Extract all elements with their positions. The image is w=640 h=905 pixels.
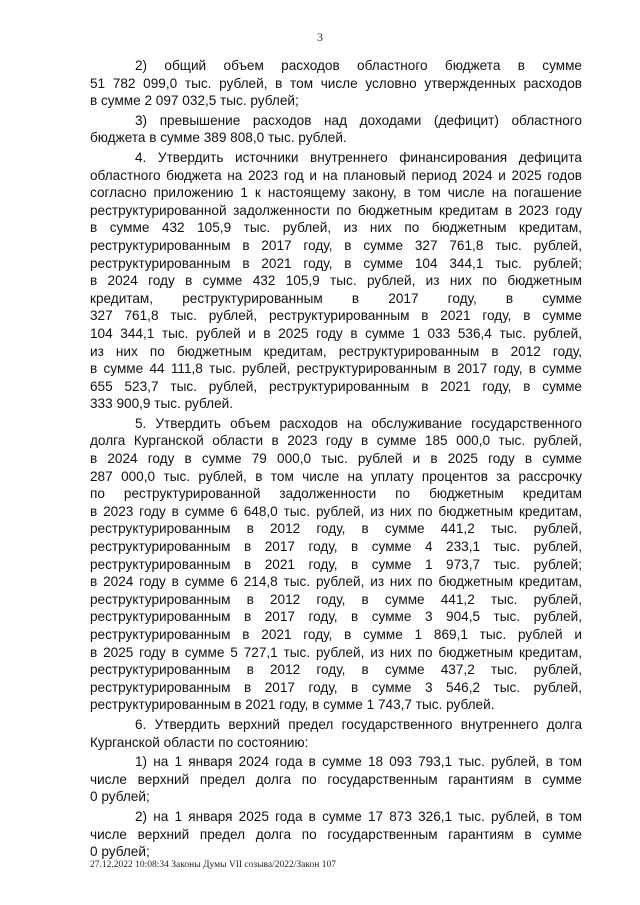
text-line: 1) на 1 января 2024 года в сумме 18 093 793,1 тыс. рублей, в том (135, 754, 582, 770)
text-line: 333 900,9 тыс. рублей. (90, 396, 233, 412)
text-line: кредитам, реструктурированным в 2017 году, в сумме (90, 290, 582, 306)
text-line: 2) общий объем расходов областного бюджета в сумме (135, 58, 582, 73)
page-number: 3 (317, 30, 323, 44)
text-line: 327 761,8 тыс. рублей, реструктурированным в 2021 году, в сумме (90, 308, 582, 324)
text-line: бюджета в сумме 389 808,0 тыс. рублей. (90, 130, 347, 146)
text-line: в 2024 году в сумме 79 000,0 тыс. рублей и в 2025 году в сумме (90, 451, 582, 467)
text-line: 287 000,0 тыс. рублей, в том числе на уплату процентов за рассрочку (90, 468, 582, 484)
text-line: 3) превышение расходов над доходами (дефицит) областного (135, 112, 582, 128)
text-line: реструктурированным в 2021 году, в сумме 1 869,1 тыс. рублей и (90, 627, 582, 642)
text-line: 104 344,1 тыс. рублей и в 2025 году в сумме 1 033 536,4 тыс. рублей, (90, 325, 582, 341)
text-line: числе верхний предел долга по государственным гарантиям в сумме (90, 771, 582, 787)
text-line: 6. Утвердить верхний предел государственного внутреннего долга (135, 716, 582, 732)
para-item-6-1 (90, 753, 582, 806)
para-total-expenses (90, 57, 582, 110)
para-deficit (90, 112, 582, 147)
text-line: реструктурированным в 2012 году, в сумме 441,2 тыс. рублей, (90, 521, 582, 537)
text-line: реструктурированным в 2021 году, в сумме 104 344,1 тыс. рублей; (90, 255, 582, 271)
text-line: долга Курганской области в 2023 году в сумме 185 000,0 тыс. рублей, (90, 433, 582, 449)
text-line: 4. Утвердить источники внутреннего финансирования дефицита (135, 149, 582, 165)
text-line: реструктурированным в 2021 году, в сумме 1 743,7 тыс. рублей. (90, 697, 495, 713)
text-line: в 2025 году в сумме 5 727,1 тыс. рублей, из них по бюджетным кредитам, (90, 644, 582, 660)
document-footer: 27.12.2022 10:08:34 Законы Думы VII созыва/2022/Закон 107 (90, 860, 336, 870)
text-line: числе верхний предел долга по государственным гарантиям в сумме (90, 826, 582, 842)
text-line: 2) на 1 января 2025 года в сумме 17 873 326,1 тыс. рублей, в том (135, 808, 582, 824)
text-line: реструктурированным в 2017 году, в сумме 3 546,2 тыс. рублей, (90, 679, 582, 695)
text-line: в 2024 году в сумме 6 214,8 тыс. рублей, из них по бюджетным кредитам, (90, 574, 582, 590)
text-line: 655 523,7 тыс. рублей, реструктурированным в 2021 году, в сумме (90, 378, 582, 394)
text-line: реструктурированным в 2017 году, в сумме 3 904,5 тыс. рублей, (90, 609, 582, 625)
text-line: реструктурированным в 2012 году, в сумме 437,2 тыс. рублей, (90, 662, 582, 678)
para-item-6 (90, 716, 582, 751)
text-line: в 2023 году в сумме 6 648,0 тыс. рублей, из них по бюджетным кредитам, (90, 503, 582, 519)
text-line: в 2024 году в сумме 432 105,9 тыс. рублей, из них по бюджетным (90, 273, 582, 289)
text-line: по реструктурированной задолженности по бюджетным кредитам (90, 486, 582, 502)
text-line: реструктурированным в 2017 году, в сумме 4 233,1 тыс. рублей, (90, 539, 582, 555)
text-line: реструктурированным в 2017 году, в сумме 327 761,8 тыс. рублей, (90, 237, 582, 253)
para-item-4 (90, 149, 582, 413)
text-line: 5. Утвердить объем расходов на обслуживание государственного (135, 415, 582, 431)
text-line: областного бюджета на 2023 год и на плановый период 2024 и 2025 годов (90, 167, 582, 183)
text-line: согласно приложению 1 к настоящему закону, в том числе на погашение (90, 185, 582, 201)
document-body (90, 57, 582, 863)
para-item-6-2 (90, 808, 582, 861)
text-line: в сумме 2 097 032,5 тыс. рублей; (90, 93, 299, 109)
para-item-5 (90, 415, 582, 714)
text-line: в сумме 44 111,8 тыс. рублей, реструктурированным в 2017 году, в сумме (90, 361, 582, 377)
text-line: в сумме 432 105,9 тыс. рублей, из них по бюджетным кредитам, (90, 220, 582, 236)
text-line: Курганской области по состоянию: (90, 734, 309, 750)
text-line: из них по бюджетным кредитам, реструктурированным в 2012 году, (90, 343, 582, 359)
text-line: 51 782 099,0 тыс. рублей, в том числе условно утвержденных расходов (90, 75, 582, 91)
text-line: 0 рублей; (90, 789, 150, 805)
text-line: реструктурированным в 2012 году, в сумме 441,2 тыс. рублей, (90, 591, 582, 607)
text-line: 0 рублей; (90, 844, 150, 860)
text-line: реструктурированной задолженности по бюджетным кредитам в 2023 году (90, 202, 582, 218)
text-line: реструктурированным в 2021 году, в сумме 1 973,7 тыс. рублей; (90, 556, 582, 572)
